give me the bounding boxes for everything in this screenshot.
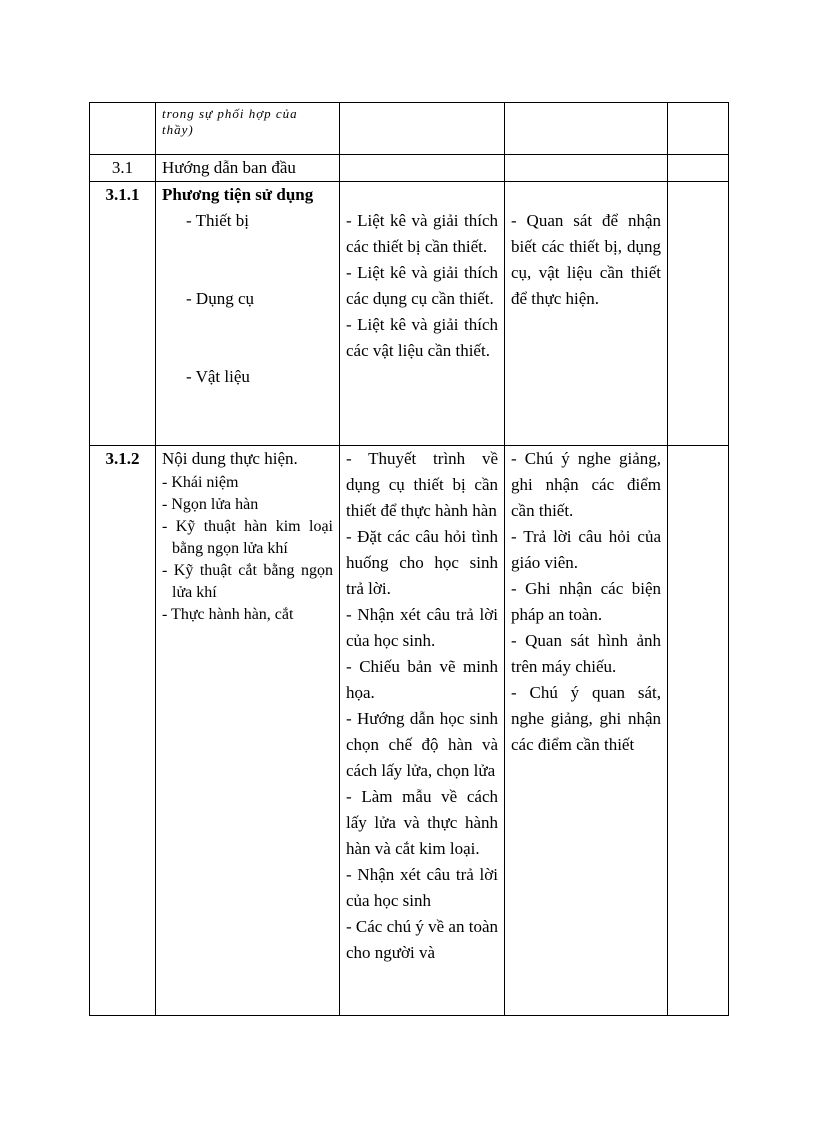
student-activity: - Chú ý nghe giảng, ghi nhận các điểm cần thiết. [511, 449, 661, 520]
section-number: 3.1.2 [90, 446, 156, 1016]
table-row [90, 182, 729, 446]
teacher-activity: - Thuyết trình về dụng cụ thiết bị cần thiết để thực hành hàn [346, 449, 498, 520]
student-activity: - Quan sát để nhận biết các thiết bị, dụng cụ, vật liệu cần thiết để thực hiện. [511, 211, 661, 308]
student-activity-cell [505, 446, 668, 1016]
teacher-activity: - Liệt kê và giải thích các dụng cụ cần thiết. [346, 263, 498, 308]
teacher-activity: - Nhận xét câu trả lời của học sinh [346, 865, 498, 910]
table-row [90, 155, 729, 182]
continued-text: trong sự phối hợp của thầy) [162, 106, 298, 137]
content-cell [156, 182, 340, 446]
cell-empty [505, 155, 668, 182]
teacher-activity: - Đặt các câu hỏi tình huống cho học sinh trả lời. [346, 527, 498, 598]
list-item: - Dụng cụ [186, 289, 254, 308]
section-title: Phương tiện sử dụng [162, 185, 314, 204]
list-item: - Vật liệu [186, 367, 250, 386]
teacher-activity: - Liệt kê và giải thích các vật liệu cần thiết. [346, 315, 498, 360]
teacher-activity: - Hướng dẫn học sinh chọn chế độ hàn và cách lấy lửa, chọn lửa [346, 709, 498, 780]
teacher-activity: - Chiếu bản vẽ minh họa. [346, 657, 498, 702]
cell-empty [505, 103, 668, 155]
list-item: - Ngọn lửa hàn [162, 496, 259, 513]
cell-empty [90, 103, 156, 155]
student-activity: - Trả lời câu hỏi của giáo viên. [511, 527, 661, 572]
teacher-activity-cell [340, 182, 505, 446]
section-title: Hướng dẫn ban đầu [156, 155, 340, 182]
section-title: Nội dung thực hiện. [162, 449, 298, 468]
table-row [90, 446, 729, 1016]
list-item: - Thiết bị [186, 211, 249, 230]
cell-empty [668, 103, 729, 155]
cell-empty [340, 103, 505, 155]
teacher-activity: - Nhận xét câu trả lời của học sinh. [346, 605, 498, 650]
cell-empty [668, 182, 729, 446]
teacher-activity: - Các chú ý về an toàn cho người và [346, 917, 498, 962]
list-item: - Thực hành hàn, cắt [162, 606, 294, 623]
lesson-plan-table [89, 102, 729, 1016]
table-row [90, 103, 729, 155]
student-activity: - Quan sát hình ảnh trên máy chiếu. [511, 631, 661, 676]
continued-text-cell [156, 103, 340, 155]
cell-empty [340, 155, 505, 182]
content-cell [156, 446, 340, 1016]
list-item: - Kỹ thuật hàn kim loại bằng ngọn lửa khí [162, 518, 333, 557]
student-activity-cell [505, 182, 668, 446]
teacher-activity-cell [340, 446, 505, 1016]
cell-empty [668, 446, 729, 1016]
student-activity: - Chú ý quan sát, nghe giảng, ghi nhận các điểm cần thiết [511, 683, 661, 754]
list-item: - Khái niệm [162, 474, 239, 491]
teacher-activity: - Liệt kê và giải thích các thiết bị cần thiết. [346, 211, 498, 256]
section-number: 3.1 [90, 155, 156, 182]
cell-empty [668, 155, 729, 182]
teacher-activity: - Làm mẫu về cách lấy lửa và thực hành hàn và cắt kim loại. [346, 787, 498, 858]
list-item: - Kỹ thuật cắt bằng ngọn lửa khí [162, 562, 333, 601]
student-activity: - Ghi nhận các biện pháp an toàn. [511, 579, 661, 624]
section-number: 3.1.1 [90, 182, 156, 446]
